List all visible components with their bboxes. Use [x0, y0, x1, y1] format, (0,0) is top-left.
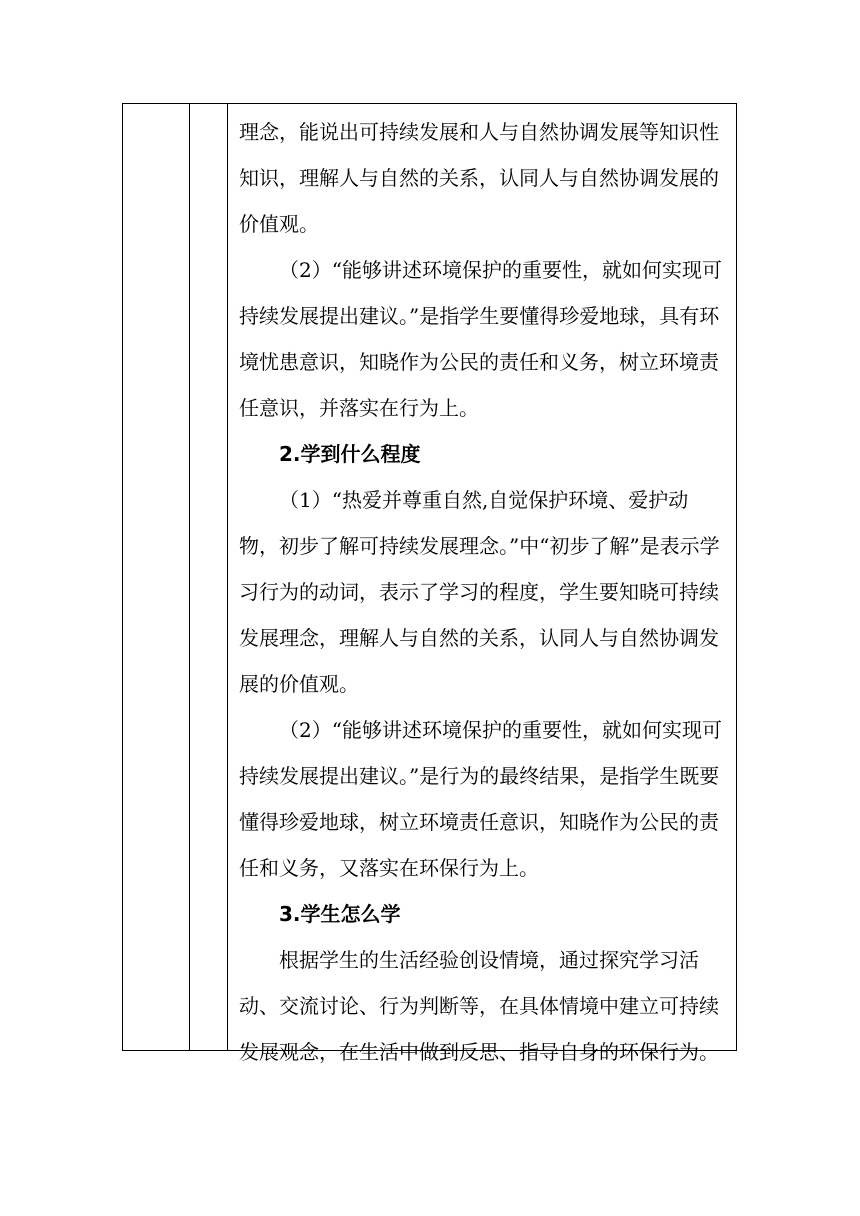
paragraph-how-to-learn: 根据学生的生活经验创设情境，通过探究学习活动、交流讨论、行为判断等，在具体情境中建立可持续发展观念，在生活中做到反思、指导自身的环保行为。	[239, 948, 719, 1064]
paragraph-degree-1: （1）“热爱并尊重自然,自觉保护环境、爱护动物，初步了解可持续发展理念。”中“初步了解”是表示学习行为的动词，表示了学习的程度，学生要知晓可持续发展理念，理解人与自然的关系，认同人与自然协调发展的价值观。	[239, 488, 720, 696]
heading-how-students-learn: 3.学生怎么学	[279, 902, 401, 926]
content-table	[122, 103, 737, 1064]
column-divider-1	[189, 104, 190, 1050]
paragraph-concept-continuation: 理念，能说出可持续发展和人与自然协调发展等知识性知识，理解人与自然的关系，认同人与自然协调发展的价值观。	[239, 120, 719, 236]
paragraph-degree-2: （2）“能够讲述环境保护的重要性，就如何实现可持续发展提出建议。”是行为的最终结果，是指学生既要懂得珍爱地球，树立环境责任意识，知晓作为公民的责任和义务，又落实在环保行为上。	[239, 718, 722, 880]
heading-learning-degree: 2.学到什么程度	[279, 442, 421, 466]
table-content-cell	[229, 104, 736, 1064]
column-divider-2	[227, 104, 228, 1050]
paragraph-goal-2: （2）“能够讲述环境保护的重要性，就如何实现可持续发展提出建议。”是指学生要懂得珍爱地球，具有环境忧患意识，知晓作为公民的责任和义务，树立环境责任意识，并落实在行为上。	[239, 258, 722, 420]
